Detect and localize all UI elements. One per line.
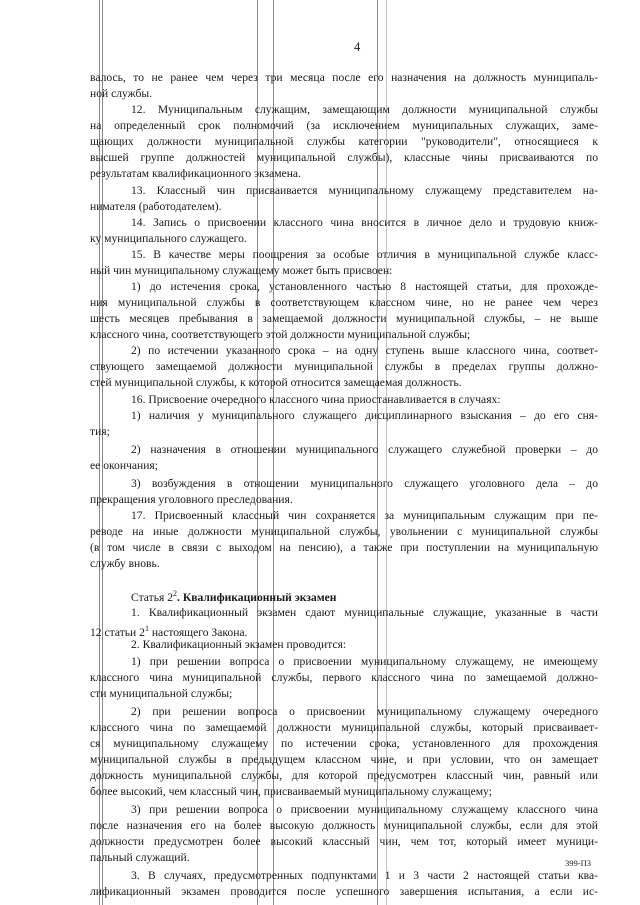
- text-line: стей муниципальной службы, к которой относится замещаемая должность.: [90, 376, 462, 389]
- text-line: 13. Классный чин присваивается муниципальному служащему представителем на-: [131, 184, 598, 197]
- text-line: [90, 621, 248, 639]
- text-line: ния муниципальной службы в соответствующем классном чине, но не ранее чем через: [90, 296, 598, 309]
- text-line: 1) наличия у муниципального служащего дисциплинарного взыскания – до его сня-: [131, 409, 598, 422]
- text-line: 2) по истечении указанного срока – на одну ступень выше классного чина, соответ-: [131, 344, 598, 357]
- article-superscript: 2: [173, 589, 178, 598]
- text-line: 3. В случаях, предусмотренных подпунктами 1 и 3 части 2 настоящей статьи ква-: [131, 869, 598, 882]
- text-line: ной службы.: [90, 87, 153, 100]
- text-line: службу вновь.: [90, 557, 160, 570]
- text-line: прекращения уголовного преследования.: [90, 493, 293, 506]
- text-line: валось, то не ранее чем через три месяца после его назначения на должность муниципаль-: [90, 71, 598, 84]
- text-line: 3) возбуждения в отношении муниципального служащего уголовного дела – до: [131, 477, 598, 490]
- text-line: реводе на иные должности муниципальной службы, увольнении с муниципальной службы: [90, 525, 598, 538]
- text-line: ку муниципального служащего.: [90, 232, 247, 245]
- text-line: 3) при решении вопроса о присвоении муниципальному служащему классного чина: [131, 803, 598, 816]
- text-line: 2) при решении вопроса о присвоении муниципальному служащему очередного: [131, 705, 598, 718]
- text-line: муниципальной службы в предыдущем классном чине, и при условии, что он замещает: [90, 753, 598, 766]
- text-line: ее окончания;: [90, 459, 158, 472]
- text-line: тия;: [90, 425, 110, 438]
- text-line: на определенный срок полномочий (за исключением муниципальных служащих, заме-: [90, 119, 598, 132]
- text-line: щающих должности муниципальной службы категории "руководители", относящиеся к: [90, 135, 598, 148]
- text-line: должности предусмотрен более высокий классный чин, чем тот, который имеет муници-: [90, 835, 598, 848]
- text-line: ный чин муниципальному служащему может быть присвоен:: [90, 264, 393, 277]
- footer-code: 399-ПЗ: [565, 858, 591, 868]
- article-title: . Квалификационный экзамен: [177, 590, 337, 604]
- text-line: 1) до истечения срока, установленного частью 8 настоящей статьи, для прохожде-: [131, 280, 598, 293]
- text-line: (в том числе в связи с выходом на пенсию), а также при поступлении на муниципальную: [90, 541, 598, 554]
- text-line: 2. Квалификационный экзамен проводится:: [131, 638, 347, 651]
- page-number: 4: [354, 40, 361, 54]
- text-line: 1) при решении вопроса о присвоении муниципальному служащему, не имеющему: [131, 655, 598, 668]
- text-line: 1. Квалификационный экзамен сдают муниципальные служащие, указанные в части: [131, 606, 598, 619]
- text-line: 17. Присвоенный классный чин сохраняется за муниципальным служащим при пе-: [131, 509, 598, 522]
- text-line: более высокий, чем классный чин, присваиваемый муниципальному служащему;: [90, 785, 492, 798]
- text-line: классного чина по замещаемой должности муниципальной службы, который присваивает-: [90, 721, 598, 734]
- text-line: сти муниципальной службы;: [90, 687, 233, 700]
- article-heading: [131, 586, 337, 604]
- superscript: 1: [144, 624, 149, 633]
- text-line: высшей группе должностей муниципальной службы), классные чины присваиваются по: [90, 151, 598, 164]
- text-line: должность муниципальной службы, для которой предусмотрен классный чин, равный или: [90, 769, 598, 782]
- text-line: 16. Присвоение очередного классного чина приостанавливается в случаях:: [131, 393, 501, 406]
- text-line: результатам квалификационного экзамена.: [90, 167, 301, 180]
- text-line: 15. В качестве меры поощрения за особые отличия в муниципальной службе класс-: [131, 248, 598, 261]
- text-line: нимателя (работодателем).: [90, 200, 222, 213]
- text-line: 14. Запись о присвоении классного чина вносится в личное дело и трудовую книж-: [131, 216, 598, 229]
- text-line: лификационный экзамен проводится после успешного завершения испытания, а если ис-: [90, 885, 598, 898]
- text-line: пальный служащий.: [90, 851, 190, 864]
- text-line: классного чина, соответствующего этой должности муниципальной службы;: [90, 328, 471, 341]
- text-line: классного чина муниципальной службы, первого классного чина по замещаемой должно-: [90, 671, 598, 684]
- text-line: шесть месяцев пребывания в замещаемой должности муниципальной службы, – не выше: [90, 312, 598, 325]
- text-line: 2) назначения в отношении муниципального служащего служебной проверки – до: [131, 443, 598, 456]
- text-line: 12. Муниципальным служащим, замещающим должности муниципальной службы: [131, 103, 598, 116]
- text-line: ся муниципальному служащему по истечении срока, установленного для прохождения: [90, 737, 598, 750]
- text-fragment: настоящего Закона.: [148, 625, 248, 639]
- text-fragment: 12 статьи 2: [90, 625, 145, 639]
- text-line: после назначения его на более высокую должность муниципальной службы, если для этой: [90, 819, 598, 832]
- article-prefix: Статья 2: [131, 590, 174, 604]
- text-line: ствующего замещаемой должности муниципальной службы в пределах группы должно-: [90, 360, 598, 373]
